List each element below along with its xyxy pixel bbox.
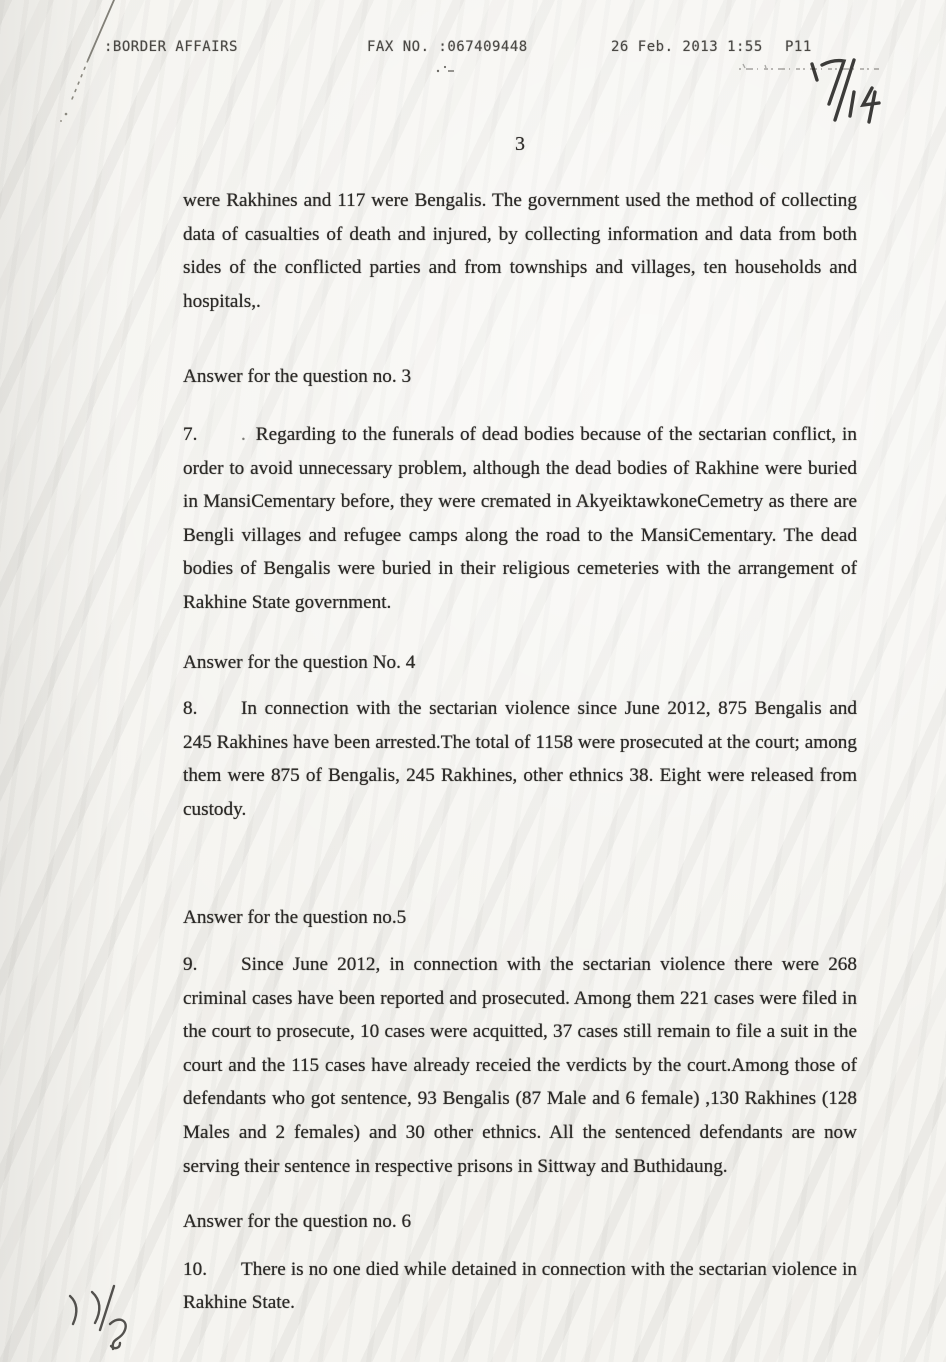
paragraph-item-9	[183, 948, 857, 1183]
document-body	[183, 184, 857, 1320]
answer-heading-q6: Answer for the question no. 6	[183, 1211, 412, 1233]
paragraph-intro: were Rakhines and 117 were Bengalis. The government used the method of collecting data of casualties of death and injured, by collecting information and data from both sides of the conflicted parties and from townships and villages, ten households and hospitals,.	[183, 190, 857, 312]
item-number-10: 10.	[183, 1258, 207, 1280]
page-number: 3	[515, 133, 525, 155]
item-number-8: 8.	[183, 698, 198, 720]
handwritten-scribble	[48, 1280, 163, 1358]
item-text-9: Since June 2012, in connection with the sectarian violence there were 268 criminal cases have been reported and prosecuted. Among them 221 cases were filed in the court to prosecute, 10 cases were acquitted, 37 cases still remain to file a suit in the court and the 115 cases have already receied the verdicts by the court.Among those of defendants who got sentence, 93 Bengalis (87 Male and 6 female) ,130 Rakhines (128 Males and 2 females) and 30 other ethnics. All the sentenced defendants are now serving their sentence in respective prisons in Sittway and Buthidaung.	[183, 954, 857, 1177]
answer-heading-q3: Answer for the question no. 3	[183, 366, 412, 388]
item-number-7: 7.	[183, 423, 198, 445]
fax-datetime: 26 Feb. 2013 1:55	[611, 39, 763, 55]
handwritten-page-fraction	[798, 52, 890, 144]
item-text-7: Regarding to the funerals of dead bodies because of the sectarian conflict, in order to avoid unnecessary problem, although the dead bodies of Rakhine were buried in MansiCementary before, they were cremated in AkyeiktawkoneCemetry as there are Bengli villages and refugee camps along the road to the MansiCementary. The dead bodies of Bengalis were buried in their religious cemeteries with the arrangement of Rakhine State government.	[183, 423, 857, 613]
scan-smudge-artifact	[432, 62, 462, 76]
answer-heading-q5: Answer for the question no.5	[183, 906, 407, 928]
stray-dot-mark: .	[241, 423, 246, 445]
paragraph-item-10	[183, 1253, 857, 1320]
paragraph-item-8	[183, 692, 857, 826]
item-text-10: There is no one died while detained in connection with the sectarian violence in Rakhine State.	[183, 1258, 857, 1314]
scan-fold-line-artifact	[28, 0, 138, 135]
fax-number: FAX NO. :067409448	[367, 39, 528, 55]
item-text-8: In connection with the sectarian violence since June 2012, 875 Bengalis and 245 Rakhines have been arrested.The total of 1158 were prosecuted at the court; among them were 875 of Bengalis, 245 Rakhines, other ethnics 38. Eight were released from custody.	[183, 698, 857, 820]
answer-heading-q4: Answer for the question No. 4	[183, 651, 416, 673]
fax-page-code: P11	[785, 39, 812, 55]
item-number-9: 9.	[183, 954, 198, 976]
fax-sender-id: :BORDER AFFAIRS	[104, 39, 238, 55]
paragraph-item-7	[183, 418, 857, 620]
